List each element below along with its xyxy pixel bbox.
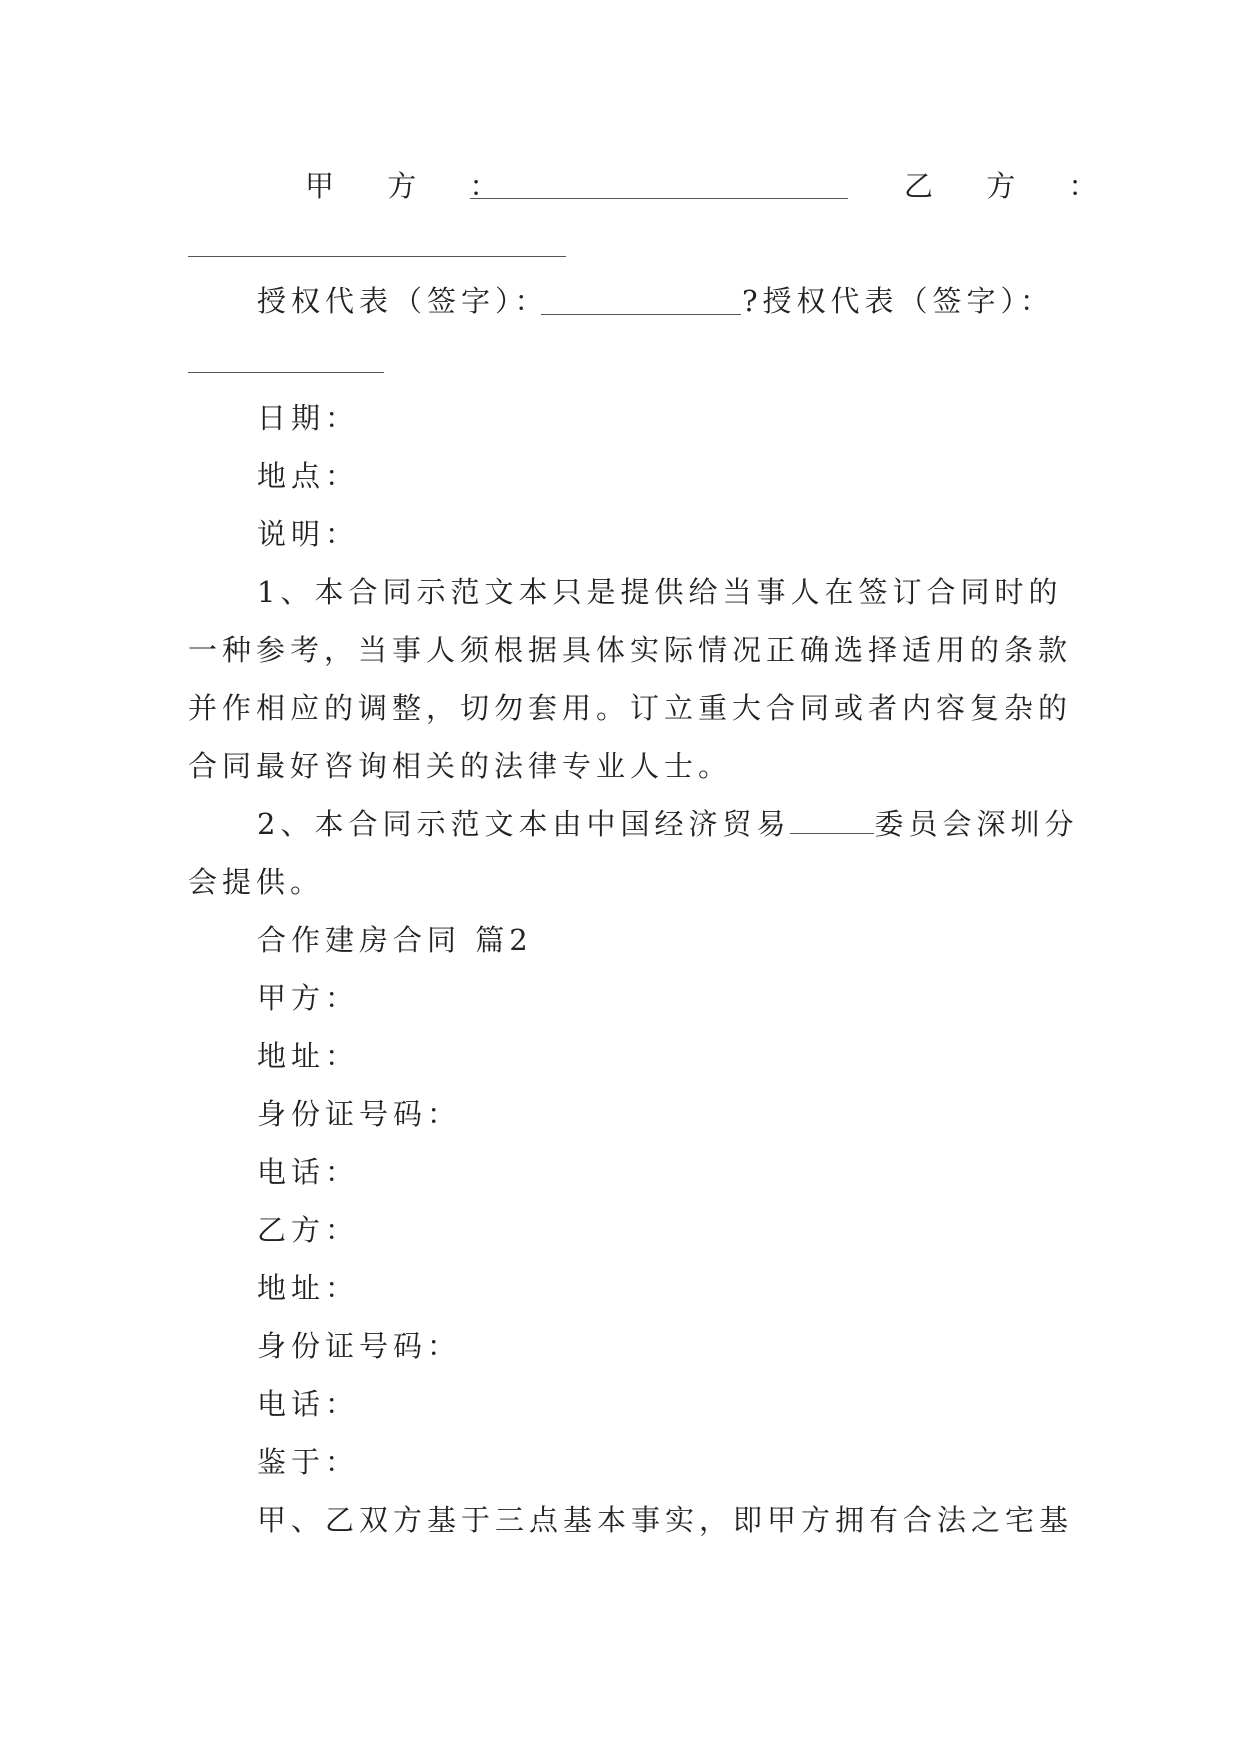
note1-line: 合同最好咨询相关的法律专业人士。 <box>188 749 733 783</box>
authorized-rep-b-line <box>188 372 384 373</box>
party-a-id-label: 身份证号码： <box>257 1097 462 1131</box>
contract2-title: 合作建房合同 篇2 <box>257 923 533 957</box>
party-a-phone-label: 电话： <box>257 1155 360 1189</box>
party-b-address-label: 地址： <box>257 1271 360 1305</box>
authorized-rep-b-label: ?授权代表（签字）： <box>742 284 1055 318</box>
note1-line: 1、本合同示范文本只是提供给当事人在签订合同时的 <box>257 575 1063 609</box>
note2-blank <box>790 807 874 834</box>
party-a-signature-line <box>470 198 848 199</box>
note1-line: 一种参考，当事人须根据具体实际情况正确选择适用的条款 <box>188 633 1073 667</box>
authorized-rep-a-label: 授权代表（签字）： <box>257 284 549 318</box>
party-b-id-label: 身份证号码： <box>257 1329 462 1363</box>
notes-label: 说明： <box>257 517 360 551</box>
party-b-phone-label: 电话： <box>257 1387 360 1421</box>
party-a-label: 甲方： <box>257 981 360 1015</box>
party-b-label: 乙方： <box>257 1213 360 1247</box>
party-b-signature-line <box>188 256 566 257</box>
place-label: 地点： <box>257 459 360 493</box>
note2-part2: 委员会深圳分 <box>874 807 1079 841</box>
authorized-rep-a-line <box>541 314 741 315</box>
note2-part1: 2、本合同示范文本由中国经济贸易 <box>257 807 791 841</box>
party-a-signature-label: 甲 方 ： <box>305 169 521 203</box>
note2-line: 会提供。 <box>188 865 325 899</box>
note2-line <box>257 806 1078 842</box>
party-a-address-label: 地址： <box>257 1039 360 1073</box>
date-label: 日期： <box>257 401 360 435</box>
whereas-text: 甲、乙双方基于三点基本事实，即甲方拥有合法之宅基 <box>257 1503 1074 1537</box>
party-b-signature-label: 乙 方 ： <box>904 169 1120 203</box>
whereas-label: 鉴于： <box>257 1445 360 1479</box>
note1-line: 并作相应的调整，切勿套用。订立重大合同或者内容复杂的 <box>188 691 1073 725</box>
